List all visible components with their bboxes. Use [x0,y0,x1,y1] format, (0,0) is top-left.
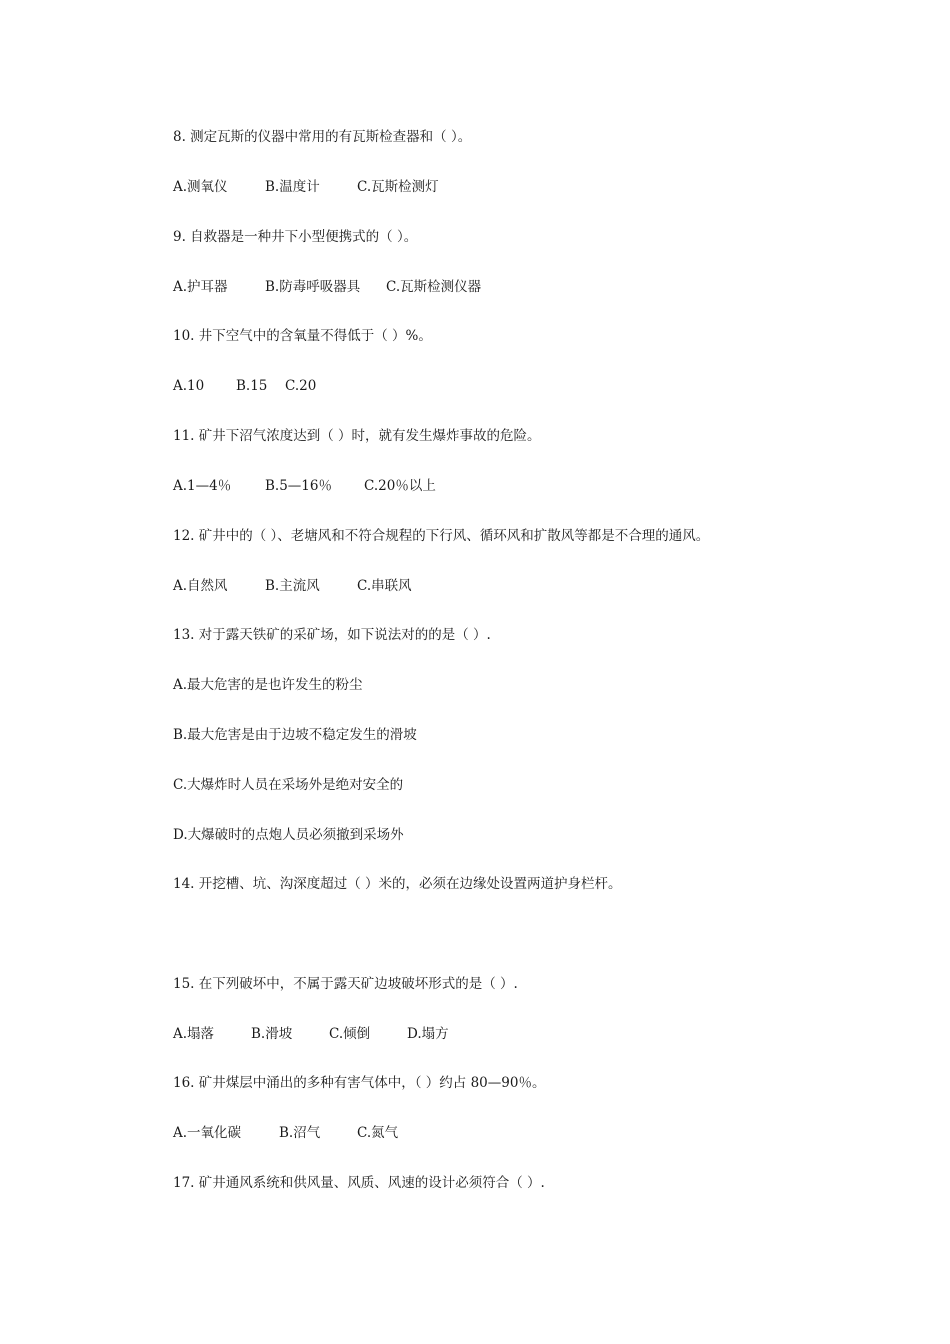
option-a: A.护耳器 [173,279,228,295]
option-c: C.倾倒 [329,1026,371,1042]
option-c: C.氮气 [357,1125,399,1141]
option-a: A.10 [173,378,205,394]
question-12-stem: 12. 矿井中的（ ）、老塘风和不符合规程的下行风、循环风和扩散风等都是不合理的通风。 [173,528,710,544]
question-13-stem: 13. 对于露天铁矿的采矿场，如下说法对的的是（ ）. [173,627,491,643]
question-8-stem: 8. 测定瓦斯的仪器中常用的有瓦斯检查器和（ ）。 [173,129,472,145]
option-b: B.防毒呼吸器具 [265,279,361,295]
question-10-stem: 10. 井下空气中的含氧量不得低于（ ）%。 [173,328,432,344]
option-b: B.主流风 [265,578,320,594]
option-b: B.5—16％ [265,478,332,494]
question-13-option-c: C.大爆炸时人员在采场外是绝对安全的 [173,777,404,793]
question-11-stem: 11. 矿井下沼气浓度达到（ ）时，就有发生爆炸事故的危险。 [173,428,541,444]
question-13-option-b: B.最大危害是由于边坡不稳定发生的滑坡 [173,727,417,743]
option-a: A.自然风 [173,578,228,594]
question-13-option-a: A.最大危害的是也许发生的粉尘 [173,677,363,693]
question-14-stem: 14. 开挖槽、坑、沟深度超过（ ）米的，必须在边缘处设置两道护身栏杆。 [173,876,622,892]
option-a: A.测氧仪 [173,179,228,195]
option-c: C.20％以上 [364,478,436,494]
option-b: B.沼气 [279,1125,321,1141]
question-9-stem: 9. 自救器是一种井下小型便携式的（ ）。 [173,229,418,245]
option-c: C.20 [285,378,317,394]
option-c: C.瓦斯检测灯 [357,179,439,195]
option-b: B.15 [236,378,268,394]
option-d: D.塌方 [407,1026,449,1042]
option-b: B.滑坡 [251,1026,293,1042]
option-a: A.1—4％ [173,478,232,494]
question-16-stem: 16. 矿井煤层中涌出的多种有害气体中，（ ）约占 80—90％。 [173,1075,546,1091]
option-a: A.塌落 [173,1026,215,1042]
option-c: C.串联风 [357,578,412,594]
option-c: C.瓦斯检测仪器 [386,279,482,295]
question-13-option-d: D.大爆破时的点炮人员必须撤到采场外 [173,827,404,843]
question-15-stem: 15. 在下列破坏中，不属于露天矿边坡破坏形式的是（ ）. [173,976,518,992]
option-a: A.一氧化碳 [173,1125,242,1141]
question-17-stem: 17. 矿井通风系统和供风量、风质、风速的设计必须符合（ ）. [173,1175,545,1191]
option-b: B.温度计 [265,179,320,195]
